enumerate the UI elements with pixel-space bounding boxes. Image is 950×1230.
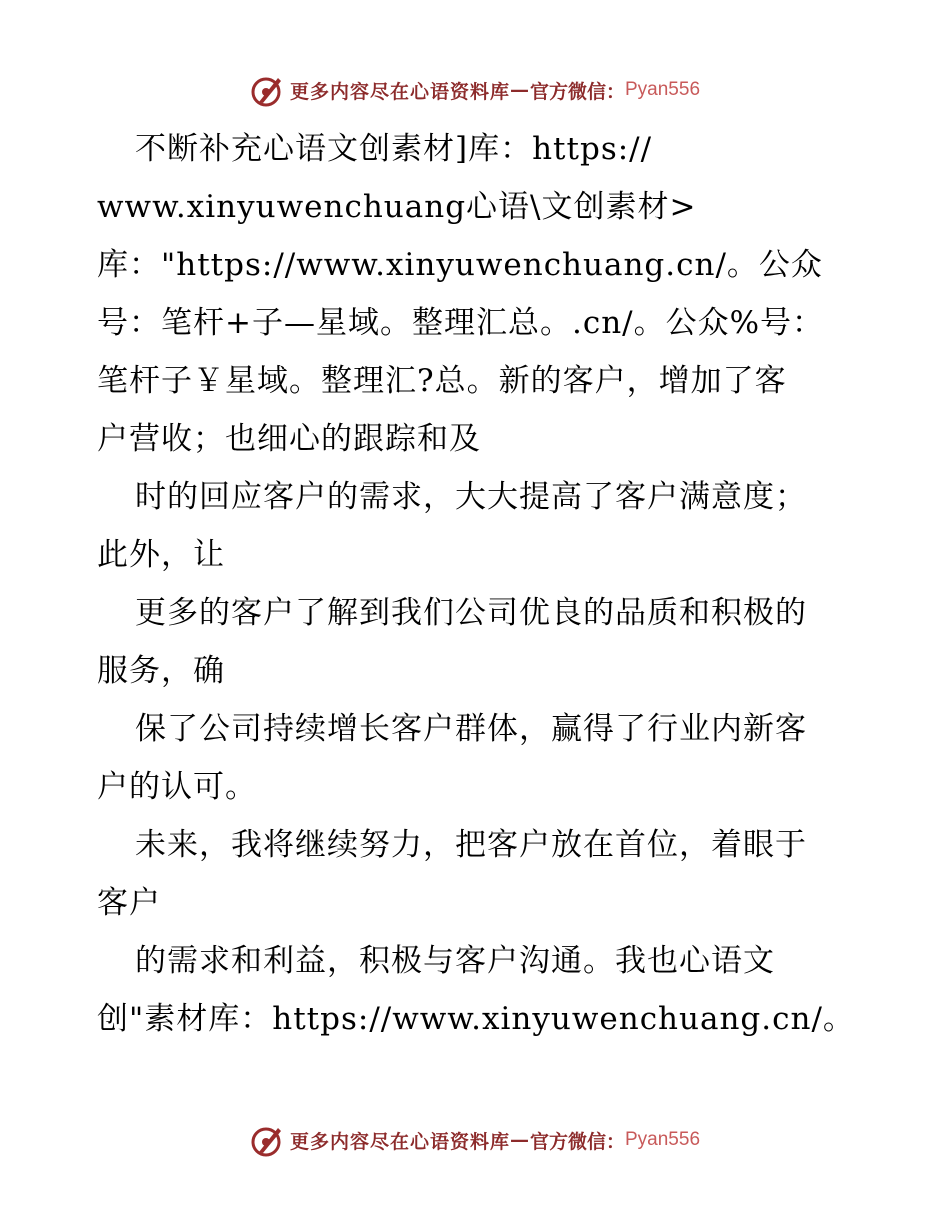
paragraph-line: 保了公司持续增长客户群体，赢得了行业内新客: [135, 711, 807, 747]
watermark-wechat-label: 官方微信：: [529, 80, 625, 103]
footer-watermark: [0, 1120, 950, 1160]
watermark-site-text: 更多内容尽在心语资料库: [289, 1130, 510, 1153]
paragraph-line: 不断补充心语文创素材]库：https://: [135, 131, 653, 167]
paragraph-line: 创"素材库：https://www.xinyuwenchuang.cn/。: [97, 1001, 855, 1037]
watermark-wechat-id: Pyan556: [625, 1129, 701, 1150]
watermark-site-text: 更多内容尽在心语资料库: [289, 80, 510, 103]
watermark-wechat-label: 官方微信：: [529, 1130, 625, 1153]
paragraph-line: 号：笔杆+子—星域。整理汇总。.cn/。公众%号：: [97, 305, 825, 341]
paragraph-line: 户的认可。: [97, 769, 257, 805]
paragraph-line: 未来，我将继续努力，把客户放在首位，着眼于: [135, 827, 807, 863]
paragraph-line: 客户: [97, 885, 161, 921]
quill-pen-circle-icon: [250, 1122, 286, 1158]
paragraph-line: 服务，确: [97, 653, 225, 689]
header-watermark: [0, 70, 950, 110]
paragraph-line: 时的回应客户的需求，大大提高了客户满意度；: [135, 479, 807, 515]
watermark-wechat-id: Pyan556: [625, 79, 701, 100]
paragraph-line: 更多的客户了解到我们公司优良的品质和积极的: [135, 595, 807, 631]
paragraph-line: 户营收；也细心的跟踪和及: [97, 421, 481, 457]
watermark-dash: —: [509, 79, 530, 101]
paragraph-line: www.xinyuwenchuang心语\文创素材>: [97, 189, 697, 225]
paragraph-line: 此外，让: [97, 537, 225, 573]
paragraph-line: 笔杆子￥星域。整理汇?总。新的客户，增加了客: [97, 363, 787, 399]
paragraph-line: 的需求和利益，积极与客户沟通。我也心语文: [135, 943, 775, 979]
watermark-dash: —: [509, 1129, 530, 1151]
quill-pen-circle-icon: [250, 72, 286, 108]
document-body: [97, 120, 857, 1048]
paragraph-line: 库："https://www.xinyuwenchuang.cn/。公众: [97, 247, 823, 283]
